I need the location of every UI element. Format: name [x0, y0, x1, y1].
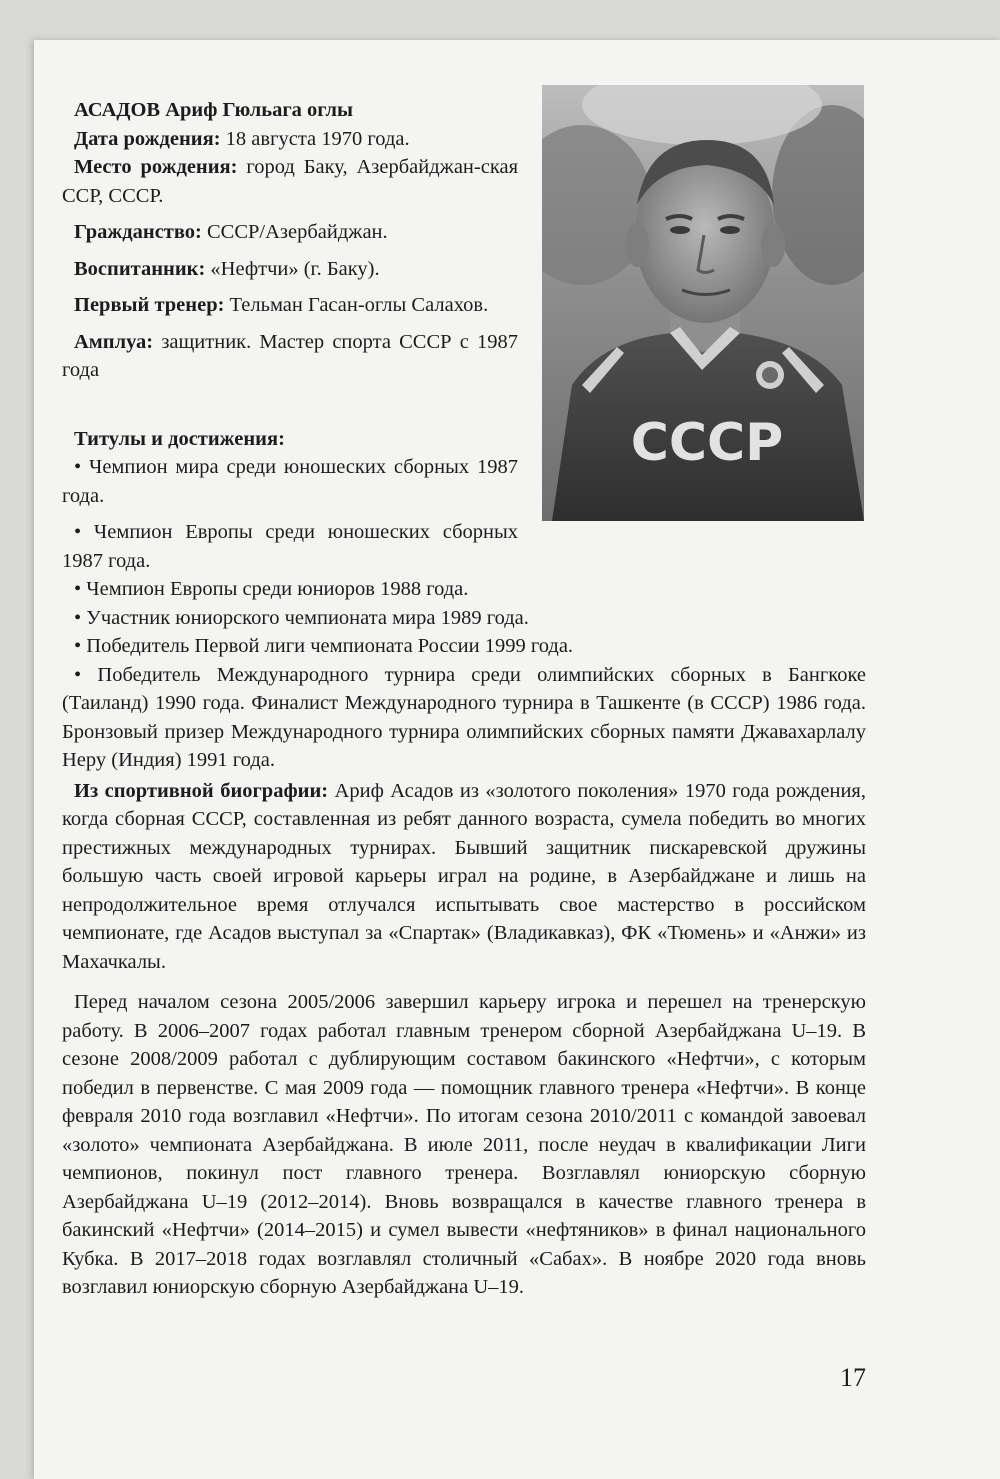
- title-item: • Чемпион Европы среди юниоров 1988 года.: [74, 578, 469, 600]
- main-text: [62, 96, 866, 1302]
- biography-paragraph-1: Из спортивной биографии: Ариф Асадов из «золотого поколения» 1970 года рождения, когда сборная СССР, составленная из ребят данного возраста, сумела победить во многих престижных международных турнирах. Бывший защитник пискаревской дружины большую часть своей игровой карьеры играл на родине, в Азербайджане и лишь на непродолжительное время отлучался испытывать свое мастерство в российском чемпионате, где Асадов выступал за «Спартак» (Владикавказ), ФК «Тюмень» и «Анжи» из Махачкалы.: [62, 779, 866, 973]
- title-item: • Чемпион Европы среди юношеских сборных 1987 года.: [62, 521, 518, 572]
- title-item: • Победитель Международного турнира среди олимпийских сборных в Бангкоке (Таиланд) 1990 года. Финалист Международного турнира в Ташкенте (в СССР) 1986 года. Бронзовый призер Международного турнира олимпийских сборных памяти Джавахарлалу Неру (Индия) 1991 года.: [62, 663, 866, 771]
- title-item: • Чемпион мира среди юношеских сборных 1987 года.: [62, 456, 518, 507]
- player-name: АСАДОВ Ариф Гюльага оглы: [74, 99, 354, 121]
- facts-block: [62, 96, 518, 385]
- title-item: • Участник юниорского чемпионата мира 1989 года.: [74, 606, 529, 629]
- fact-birth-date: Дата рождения: 18 августа 1970 года.: [74, 127, 410, 150]
- fact-position: Амплуа: защитник. Мастер спорта СССР с 1987 года: [62, 330, 518, 381]
- titles-heading: Титулы и достижения:: [74, 427, 285, 450]
- titles-section: [62, 425, 866, 775]
- biography-paragraph-2: Перед началом сезона 2005/2006 завершил карьеру игрока и перешел на тренерскую работу. В 2006–2007 годах работал главным тренером сборной Азербайджана U–19. В сезоне 2008/2009 работал с дублирующим составом бакинского «Нефтчи», с которым победил в первенстве. С мая 2009 года — помощник главного тренера «Нефтчи». В конце февраля 2010 года возглавил «Нефтчи». По итогам сезона 2010/2011 с командой завоевал «золото» чемпионата Азербайджана. В июле 2011, после неудач в квалификации Лиги чемпионов, покинул пост главного тренера. Возглавлял юниорскую сборную Азербайджана U–19 (2012–2014). Вновь возвращался в качестве главного тренера в бакинский «Нефтчи» (2014–2015) и сумел вывести «нефтяников» в финал национального Кубка. В 2017–2018 годах возглавлял столичный «Сабах». В ноябре 2020 года вновь возглавил юниорскую сборную Азербайджана U–19.: [62, 991, 866, 1298]
- shirt-lettering: СССР: [630, 413, 784, 473]
- fact-academy: Воспитанник: «Нефтчи» (г. Баку).: [74, 257, 380, 280]
- fact-first-coach: Первый тренер: Тельман Гасан-оглы Салахов.: [74, 294, 489, 316]
- title-item: • Победитель Первой лиги чемпионата России 1999 года.: [74, 635, 574, 657]
- page-number: 17: [840, 1363, 866, 1392]
- fact-citizenship: Гражданство: СССР/Азербайджан.: [74, 221, 388, 243]
- fact-birth-place: Место рождения: город Баку, Азербайджан-ская ССР, СССР.: [62, 156, 519, 207]
